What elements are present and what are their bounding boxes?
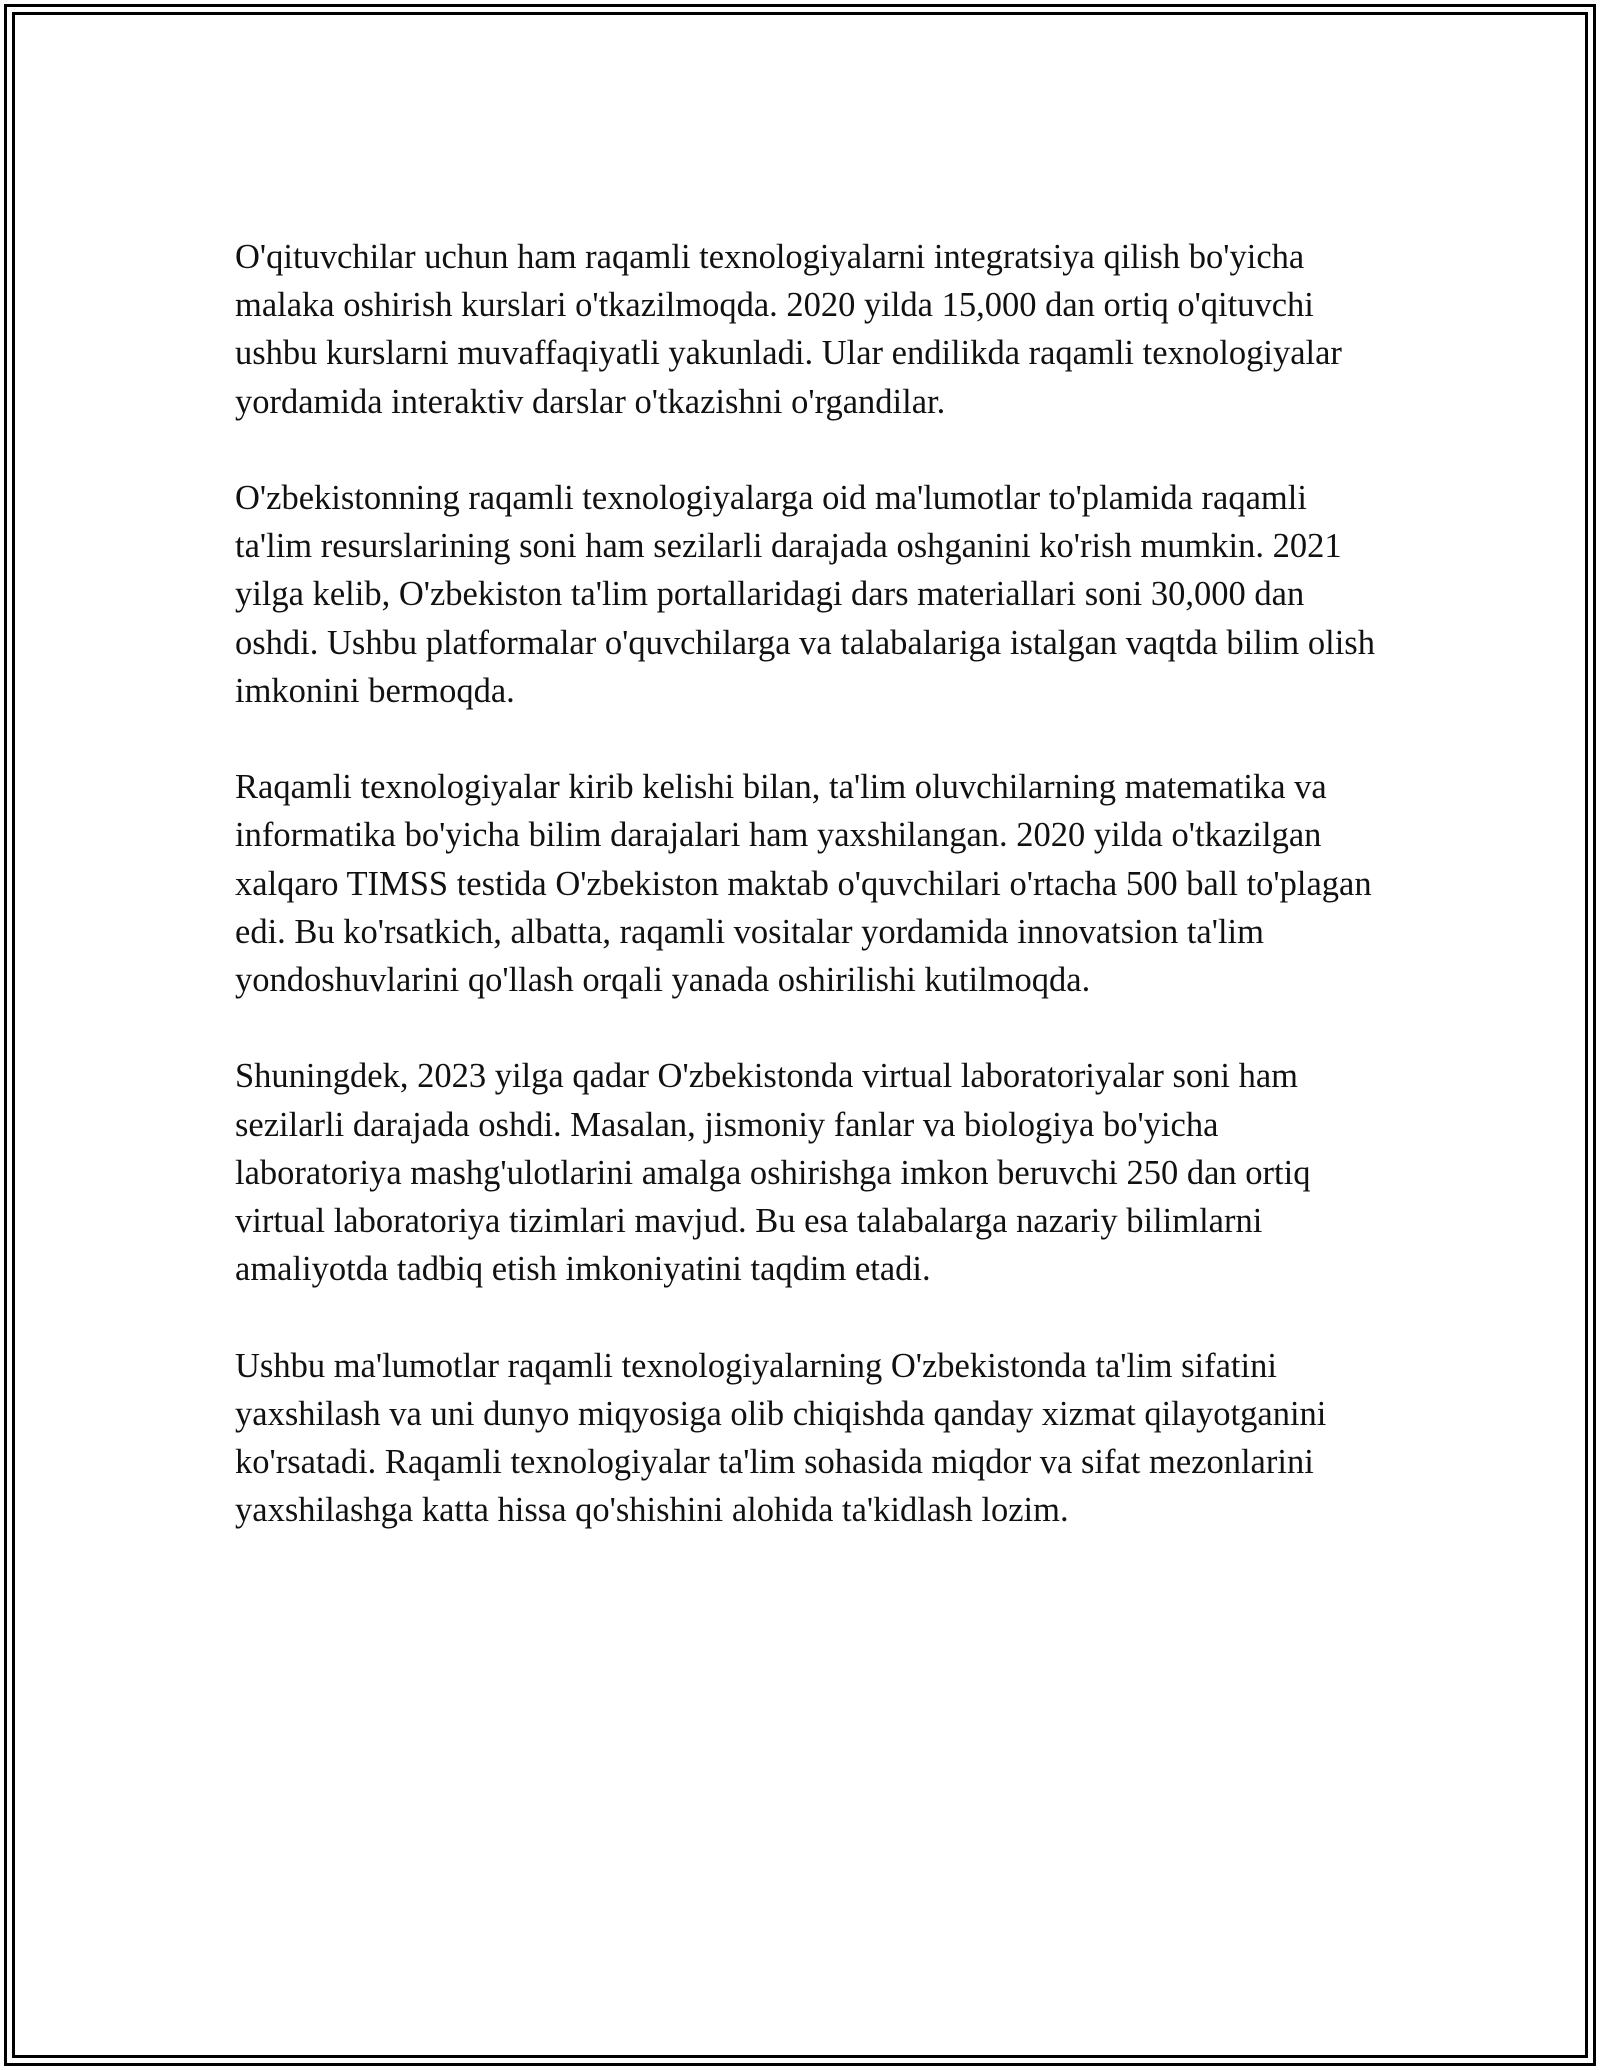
paragraph-virtual-labs: Shuningdek, 2023 yilga qadar O'zbekistonda virtual laboratoriyalar soni ham sezilarli darajada oshdi. Masalan, jismoniy fanlar va biologiya bo'yicha laboratoriya mashg'ulotlarini amalga oshirishga imkon beruvchi 250 dan ortiq virtual laboratoriya tizimlari mavjud. Bu esa talabalarga nazariy bilimlarni amaliyotda tadbiq etish imkoniyatini taqdim etadi.	[235, 1057, 1311, 1289]
paragraph-digital-resources: O'zbekistonning raqamli texnologiyalarga oid ma'lumotlar to'plamida raqamli ta'lim resurslarining soni ham sezilarli darajada oshganini ko'rish mumkin. 2021 yilga kelib, O'zbekiston ta'lim portallaridagi dars materiallari soni 30,000 dan oshdi. Ushbu platformalar o'quvchilarga va talabalariga istalgan vaqtda bilim olish imkonini bermoqda.	[235, 479, 1375, 710]
paragraph-timss-results: Raqamli texnologiyalar kirib kelishi bilan, ta'lim oluvchilarning matematika va informatika bo'yicha bilim darajalari ham yaxshilangan. 2020 yilda o'tkazilgan xalqaro TIMSS testida O'zbekiston maktab o'quvchilari o'rtacha 500 ball to'plagan edi. Bu ko'rsatkich, albatta, raqamli vositalar yordamida innovatsion ta'lim yondoshuvlarini qo'llash orqali yanada oshirilishi kutilmoqda.	[235, 768, 1372, 1000]
paragraph-conclusion: Ushbu ma'lumotlar raqamli texnologiyalarning O'zbekistonda ta'lim sifatini yaxshilash va uni dunyo miqyosiga olib chiqishda qanday xizmat qilayotganini ko'rsatadi. Raqamli texnologiyalar ta'lim sohasida miqdor va sifat mezonlarini yaxshilashga katta hissa qo'shishini alohida ta'kidlash lozim.	[235, 1346, 1327, 1530]
paragraph-teacher-training: O'qituvchilar uchun ham raqamli texnologiyalarni integratsiya qilish bo'yicha malaka oshirish kurslari o'tkazilmoqda. 2020 yilda 15,000 dan ortiq o'qituvchi ushbu kurslarni muvaffaqiyatli yakunladi. Ular endilikda raqamli texnologiyalar yordamida interaktiv darslar o'tkazishni o'rgandilar.	[235, 238, 1342, 421]
document-body	[235, 233, 1375, 1534]
